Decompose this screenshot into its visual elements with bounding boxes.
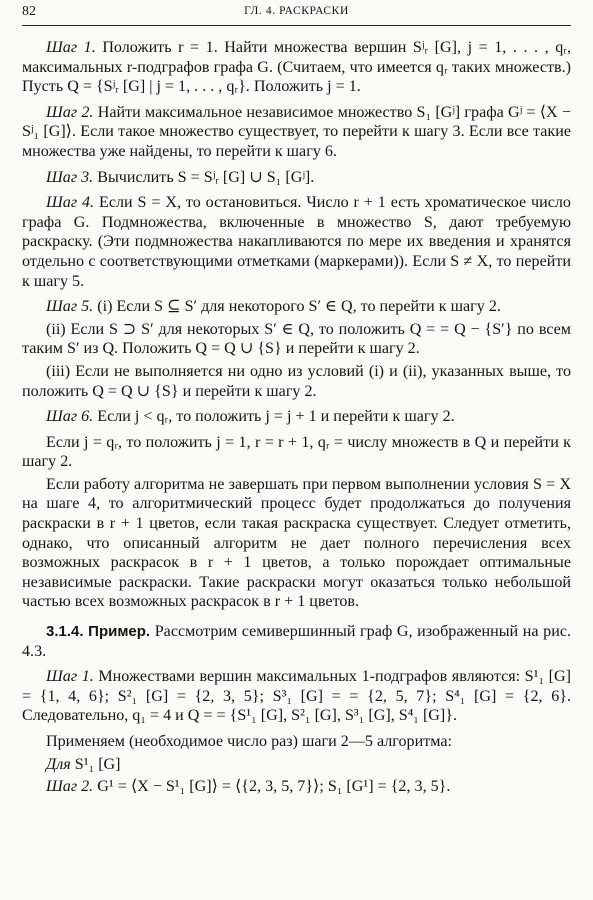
page-body xyxy=(22,38,571,803)
running-head: ГЛ. 4. РАСКРАСКИ xyxy=(244,5,349,17)
step-label: Шаг 6. xyxy=(46,408,94,426)
algorithm-steps xyxy=(22,38,571,612)
section-name: Пример. xyxy=(88,623,151,641)
paragraph-text: Если j = qᵣ, то положить j = 1, r = r + 1, qᵣ = числу множеств в Q и перейти к шагу 2. xyxy=(22,433,571,471)
paragraph xyxy=(22,193,571,291)
step-label: Шаг 2. xyxy=(46,103,94,121)
section-number: 3.1.4. xyxy=(46,623,84,641)
paragraph-text: S¹₁ [G] xyxy=(74,755,121,773)
paragraph xyxy=(22,297,571,317)
paragraph xyxy=(22,667,571,726)
paragraph-text: (i) Если S ⊆ S′ для некоторого S′ ∈ Q, то перейти к шагу 2. xyxy=(97,298,501,316)
paragraph-text: Если S = X, то остановиться. Число r + 1 есть хроматическое число графа G. Подмножества, включенные в множество S, дают требуемую раскраску. (Эти подмножества накапливаются по мере их введения и хранятся отдельно с соответствующими отметками (маркерами)). Если S ≠ X, то перейти к шагу 5. xyxy=(22,194,571,290)
paragraph xyxy=(22,407,571,427)
paragraph-text: Вычислить S = Sʲᵣ [G] ∪ S₁ [Gʲ]. xyxy=(97,168,315,186)
section-text: Рассмотрим семивершинный граф G, изображенный на рис. 4.3. xyxy=(22,623,571,660)
header-rule xyxy=(22,25,571,26)
example-steps xyxy=(22,667,571,797)
paragraph-text: Множествами вершин максимальных 1-подграфов являются: S¹₁ [G] = {1, 4, 6}; S²₁ [G] = {2, 3, 5}; S³₁ [G] = = {2, 5, 7}; S⁴₁ [G] = {2, 6}. Следовательно, q₁ = 4 и Q = = {S¹₁ [G], S²₁ [G], S³₁ [G], S⁴₁ [G]}. xyxy=(22,668,571,725)
paragraph-text: Если работу алгоритма не завершать при первом выполнении условия S = X на шаге 4, то алгоритмический процесс будет продолжаться до получения раскраски в r + 1 цветов, если такая раскраска существует. Следует отметить, однако, что описанный алгоритм не дает полного перечисления всех возможных раскрасок в r + 1 цветов, а только порождает оптимальные независимые раскраски. Такие раскраски могут оказаться только небольшой частью всех возможных раскрасок в r + 1 цветов. xyxy=(22,475,571,611)
step-label: Шаг 4. xyxy=(46,194,95,212)
step-label: Шаг 3. xyxy=(46,168,94,186)
step-label: Шаг 2. xyxy=(46,778,94,796)
section-heading xyxy=(22,622,571,661)
step-label: Шаг 5. xyxy=(46,298,94,316)
paragraph-text: (ii) Если S ⊃ S′ для некоторых S′ ∈ Q, то положить Q = = Q − {S′} по всем таким S′ из Q. Положить Q = Q ∪ {S} и перейти к шагу 2. xyxy=(22,320,571,358)
paragraph xyxy=(22,38,571,97)
paragraph-text: Если j < qᵣ, то положить j = j + 1 и перейти к шагу 2. xyxy=(97,408,455,426)
paragraph-text: (iii) Если не выполняется ни одно из условий (i) и (ii), указанных выше, то положить Q = Q ∪ {S} и перейти к шагу 2. xyxy=(22,362,571,400)
step-label: Шаг 1. xyxy=(46,39,96,56)
page-header xyxy=(22,4,571,22)
paragraph xyxy=(22,103,571,162)
paragraph-text: G¹ = ⟨X − S¹₁ [G]⟩ = ⟨{2, 3, 5, 7}⟩; S₁ [G¹] = {2, 3, 5}. xyxy=(97,778,451,796)
paragraph-text: Найти максимальное независимое множество S₁ [Gʲ] графа Gʲ = ⟨X − Sʲ₁ [G]⟩. Если такое множество существует, то перейти к шагу 3. Если все такие множества уже найдены, то перейти к шагу 6. xyxy=(22,103,571,160)
paragraph-text: Положить r = 1. Найти множества вершин Sʲᵣ [G], j = 1, . . . , qᵣ, максимальных r-подграфов графа G. (Считаем, что имеется qᵣ таких множеств.) Пусть Q = {Sʲᵣ [G] | j = 1, . . . , qᵣ}. Положить j = 1. xyxy=(22,39,571,96)
paragraph xyxy=(22,320,571,359)
page-number: 82 xyxy=(22,4,36,19)
step-label: Шаг 1. xyxy=(46,668,94,686)
step-label: Для xyxy=(46,755,71,773)
paragraph xyxy=(22,433,571,472)
paragraph-text: Применяем (необходимое число раз) шаги 2—5 алгоритма: xyxy=(46,733,452,750)
paragraph xyxy=(22,777,571,797)
paragraph xyxy=(22,755,571,775)
paragraph xyxy=(22,362,571,401)
paragraph xyxy=(22,475,571,612)
paragraph xyxy=(22,732,571,752)
paragraph xyxy=(22,168,571,188)
